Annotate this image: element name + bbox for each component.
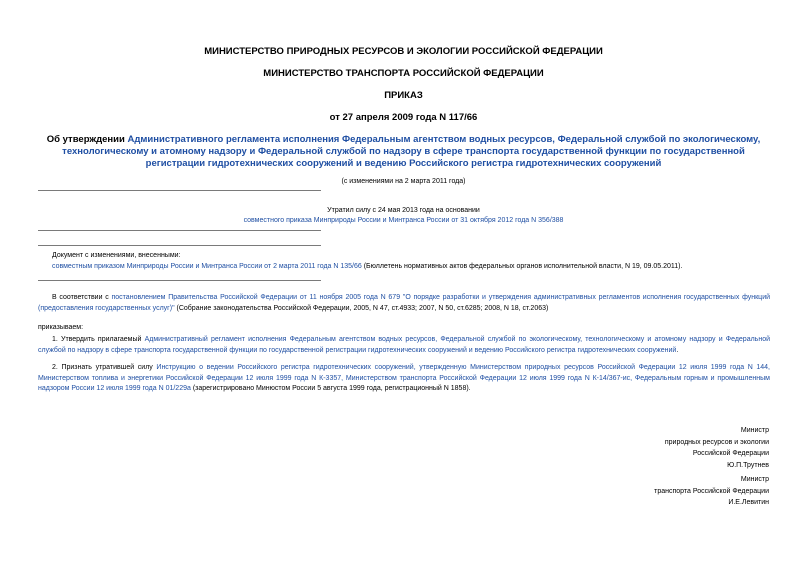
divider xyxy=(38,230,321,231)
instruction-link[interactable]: Инструкцию о ведении Российского регистра гидротехнических сооружений, утвержденную Министерством природных ресурсов Российской Федерации 12 июля 1999 года N 144, Министерством топлива и энергетики Российской Федерации 12 июля 1999 года N К-3357, Министерством транспорта Российской Федерации 12 июля 1999 года N К-14/367-ис, Федеральным горным и промышленным надзором России 12 июля 1999 года N 01/229а xyxy=(38,364,770,392)
title-prefix: Об утверждении xyxy=(46,134,128,145)
preamble-paragraph xyxy=(38,293,770,314)
ministry-1-heading: МИНИСТЕРСТВО ПРИРОДНЫХ РЕСУРСОВ И ЭКОЛОГИИ РОССИЙСКОЙ ФЕДЕРАЦИИ xyxy=(204,46,603,57)
amendments-note: (с изменениями на 2 марта 2011 года) xyxy=(341,178,466,185)
expired-order-link[interactable]: совместного приказа Минприроды России и Минтранса России от 31 октября 2012 года N 356/388 xyxy=(243,217,564,224)
item-1-paragraph xyxy=(38,335,770,356)
government-decree-link[interactable]: постановлением Правительства Российской Федерации от 11 ноября 2005 года N 679 "О порядке разработки и утверждения административных регламентов исполнения государственных функций (предоставления государственных услуг)" xyxy=(38,294,771,312)
document-type: ПРИКАЗ xyxy=(384,90,423,101)
changes-order-link[interactable]: совместным приказом Минприроды России и Минтранса России от 2 марта 2011 года N 135/66 xyxy=(52,263,362,270)
ministry-2-heading: МИНИСТЕРСТВО ТРАНСПОРТА РОССИЙСКОЙ ФЕДЕРАЦИИ xyxy=(263,68,544,79)
signature-role: Российской Федерации xyxy=(692,450,769,457)
date-number: от 27 апреля 2009 года N 117/66 xyxy=(329,112,478,123)
item-2-paragraph xyxy=(38,363,770,395)
title-regulation-link[interactable]: Административного регламента исполнения Федеральным агентством водных ресурсов, Федеральной службой по экологическому, технологическому и атомному надзору и Федеральной службой по надзору в сфере транспорта государственной функции по государственной регистрации гидротехнических сооружений и ведению Российского регистра гидротехнических сооружений xyxy=(62,134,761,169)
signature-role: природных ресурсов и экологии xyxy=(664,438,769,446)
divider xyxy=(38,280,321,281)
signature-block-2 xyxy=(654,474,769,509)
expired-link-line xyxy=(0,216,807,226)
divider xyxy=(38,190,321,191)
item-2-suffix: (зарегистрировано Минюстом России 5 августа 1999 года, регистрационный N 1858). xyxy=(190,385,471,392)
expired-text: Утратил силу с 24 мая 2013 года на основании xyxy=(327,207,480,214)
item-2-prefix: 2. Признать утратившей силу xyxy=(52,364,157,371)
changes-line xyxy=(38,262,770,273)
changes-suffix: (Бюллетень нормативных актов федеральных органов исполнительной власти, N 19, 09.05.2011). xyxy=(361,263,683,270)
signature-block-1 xyxy=(665,425,769,471)
signature-role: Министр xyxy=(740,427,769,434)
item-1-suffix: . xyxy=(676,346,679,354)
regulation-link[interactable]: Административный регламент исполнения Федеральным агентством водных ресурсов, Федеральной службой по экологическому, технологическому и атомному надзору и Федеральной службой по надзору в сфере транспорта государственной функции по государственной регистрации гидротехнических сооружений и ведению Российского регистра гидротехнических сооружений xyxy=(38,336,770,354)
signature-role: транспорта Российской Федерации xyxy=(654,487,769,495)
signature-name: И.Е.Левитин xyxy=(728,499,769,506)
document-title xyxy=(40,134,767,170)
divider xyxy=(38,245,321,246)
signature-role: Министр xyxy=(740,476,769,483)
preamble-prefix: В соответствии с xyxy=(52,294,112,301)
preamble-suffix: (Собрание законодательства Российской Федерации, 2005, N 47, ст.4933; 2007, N 50, ст.6285; 2008, N 18, ст.2063) xyxy=(174,304,549,312)
order-word: приказываем: xyxy=(38,324,84,331)
item-1-prefix: 1. Утвердить прилагаемый xyxy=(52,336,145,343)
changes-label: Документ с изменениями, внесенными: xyxy=(52,252,181,259)
signature-name: Ю.П.Трутнев xyxy=(727,461,769,469)
